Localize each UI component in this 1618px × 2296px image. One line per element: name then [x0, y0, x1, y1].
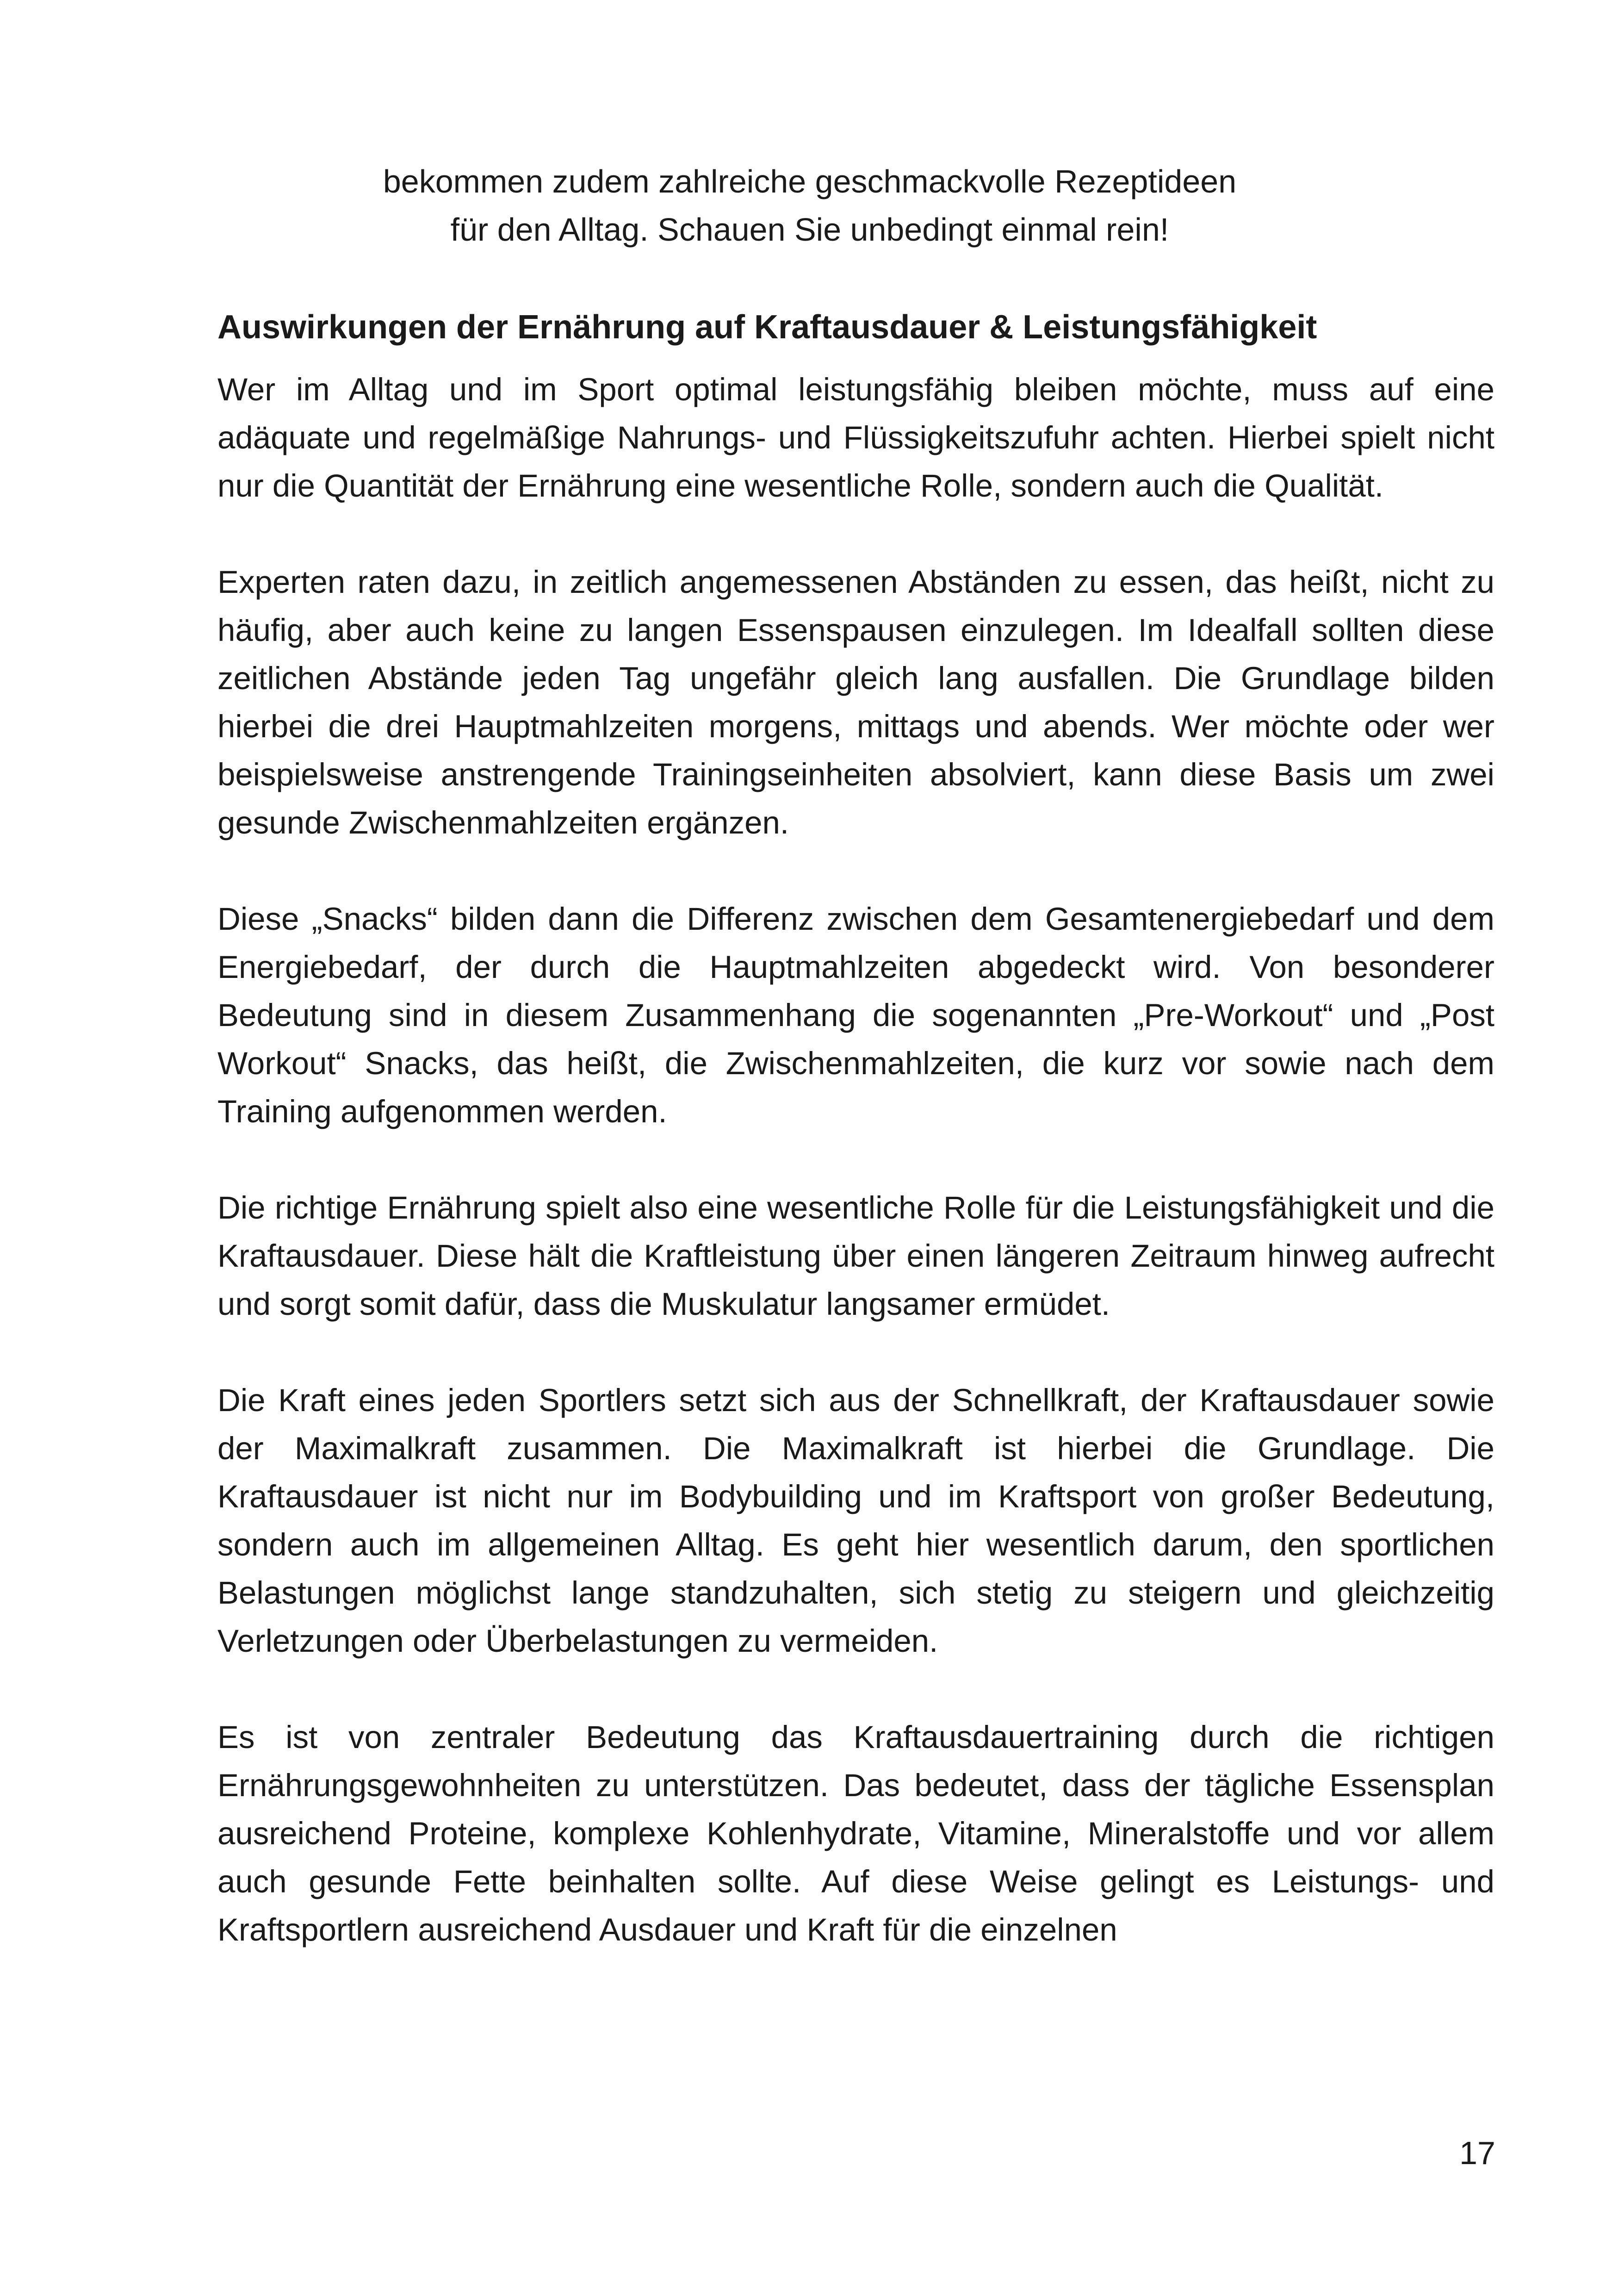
paragraph-2: Experten raten dazu, in zeitlich angemessenen Abständen zu essen, das heißt, nicht zu häufig, aber auch keine zu langen Essenspausen einzulegen. Im Idealfall sollten diese zeitlichen Abstände jeden Tag ungefähr gleich lang ausfallen. Die Grundlage bilden hierbei die drei Hauptmahlzeiten morgens, mittags und abends. Wer möchte oder wer beispielsweise anstrengende Trainingseinheiten absolviert, kann diese Basis um zwei gesunde Zwischenmahlzeiten ergänzen.	[217, 564, 1494, 840]
intro-text	[217, 157, 1402, 254]
page-number: 17	[1459, 2135, 1495, 2171]
intro-line-1: bekommen zudem zahlreiche geschmackvolle Rezeptideen	[383, 163, 1237, 199]
paragraph-1: Wer im Alltag und im Sport optimal leistungsfähig bleiben möchte, muss auf eine adäquate und regelmäßige Nahrungs- und Flüssigkeitszufuhr achten. Hierbei spielt nicht nur die Quantität der Ernährung eine wesentliche Rolle, sondern auch die Qualität.	[217, 372, 1494, 504]
paragraph-6: Es ist von zentraler Bedeutung das Kraftausdauertraining durch die richtigen Ernährungsgewohnheiten zu unterstützen. Das bedeutet, dass der tägliche Essensplan ausreichend Proteine, komplexe Kohlenhydrate, Vitamine, Mineralstoffe und vor allem auch gesunde Fette beinhalten sollte. Auf diese Weise gelingt es Leistungs- und Kraftsportlern ausreichend Ausdauer und Kraft für die einzelnen	[217, 1719, 1494, 1948]
paragraph-4: Die richtige Ernährung spielt also eine wesentliche Rolle für die Leistungsfähigkeit und die Kraftausdauer. Diese hält die Kraftleistung über einen längeren Zeitraum hinweg aufrecht und sorgt somit dafür, dass die Muskulatur langsamer ermüdet.	[217, 1190, 1494, 1322]
section-heading: Auswirkungen der Ernährung auf Kraftausdauer & Leistungsfähigkeit	[217, 309, 1317, 346]
intro-line-2: für den Alltag. Schauen Sie unbedingt einmal rein!	[450, 212, 1169, 248]
body-text	[217, 366, 1494, 2002]
paragraph-5: Die Kraft eines jeden Sportlers setzt sich aus der Schnellkraft, der Kraftausdauer sowie der Maximalkraft zusammen. Die Maximalkraft ist hierbei die Grundlage. Die Kraftausdauer ist nicht nur im Bodybuilding und im Kraftsport von großer Bedeutung, sondern auch im allgemeinen Alltag. Es geht hier wesentlich darum, den sportlichen Belastungen möglichst lange standzuhalten, sich stetig zu steigern und gleichzeitig Verletzungen oder Überbelastungen zu vermeiden.	[217, 1382, 1494, 1659]
paragraph-3: Diese „Snacks“ bilden dann die Differenz zwischen dem Gesamtenergiebedarf und dem Energiebedarf, der durch die Hauptmahlzeiten abgedeckt wird. Von besonderer Bedeutung sind in diesem Zusammenhang die sogenannten „Pre-Workout“ und „Post Workout“ Snacks, das heißt, die Zwischenmahlzeiten, die kurz vor sowie nach dem Training aufgenommen werden.	[217, 901, 1494, 1129]
